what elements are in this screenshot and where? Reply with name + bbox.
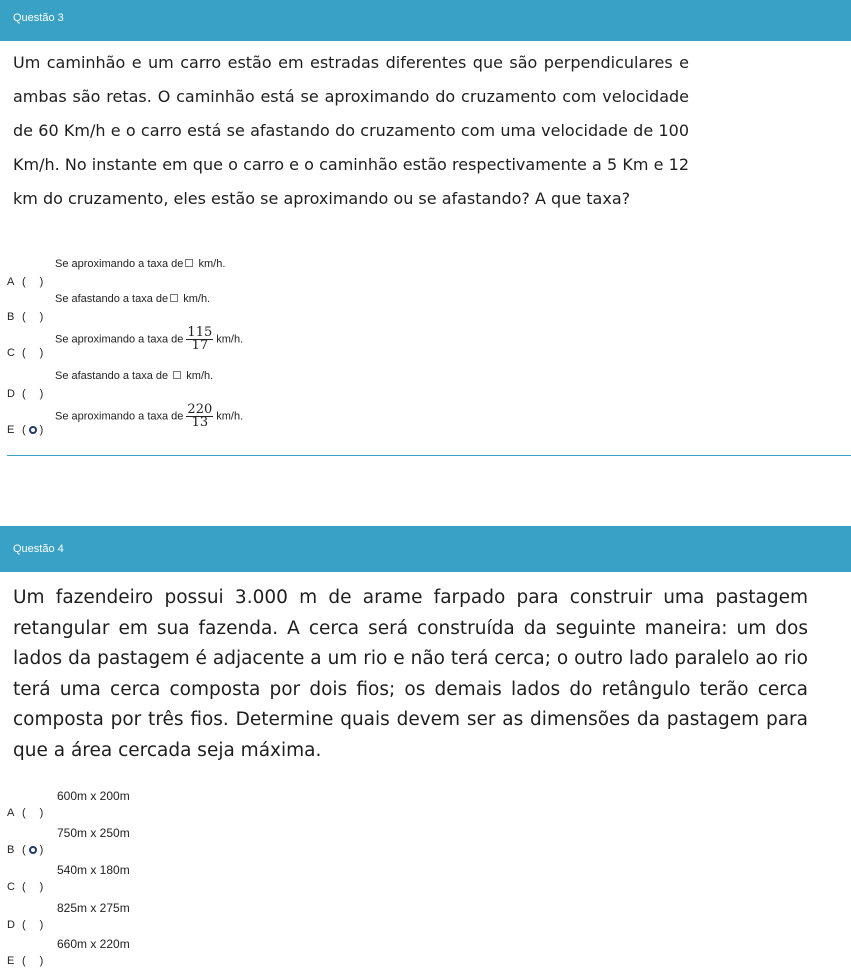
option-letter: C — [7, 881, 15, 893]
q3-option-a[interactable] — [7, 258, 607, 288]
option-label: Se aproximando a taxa de $\frac{115}{17}$ km/h. — [55, 325, 244, 353]
question-4-title: Questão 4 — [13, 543, 64, 555]
radio-button[interactable]: ( ) — [22, 311, 44, 323]
option-label: 825m x 275m — [57, 901, 130, 915]
option-letter: E — [7, 955, 15, 967]
q3-option-b[interactable] — [7, 293, 607, 323]
q4-option-c[interactable] — [7, 863, 607, 893]
radio-button[interactable]: ( ) — [22, 881, 44, 893]
radio-button[interactable]: ( ) — [22, 347, 44, 359]
q3-option-d[interactable] — [7, 370, 607, 400]
selected-radio-icon — [29, 846, 37, 854]
q4-option-d[interactable] — [7, 901, 607, 931]
option-letter: C — [7, 347, 15, 359]
q4-option-b[interactable] — [7, 826, 607, 856]
option-letter: D — [7, 919, 15, 931]
q3-option-c[interactable] — [7, 325, 607, 359]
option-label: Se aproximando a taxa de km/h. — [55, 258, 226, 270]
missing-image-icon — [170, 294, 178, 302]
option-letter: B — [7, 844, 15, 856]
radio-button-selected[interactable]: ( ) — [22, 844, 44, 856]
question-3-header — [0, 0, 851, 41]
selected-radio-icon — [29, 426, 37, 434]
fraction: $\frac{220}{13}$ — [187, 402, 213, 430]
option-label: 750m x 250m — [57, 826, 130, 840]
option-letter: A — [7, 807, 15, 819]
radio-button[interactable]: ( ) — [22, 955, 44, 967]
q4-option-e[interactable] — [7, 937, 607, 967]
question-3-title: Questão 3 — [13, 12, 64, 24]
radio-button-selected[interactable]: ( ) — [22, 424, 44, 436]
question-divider — [7, 455, 851, 456]
option-label: Se afastando a taxa de km/h. — [55, 370, 214, 382]
option-label: Se afastando a taxa de km/h. — [55, 293, 211, 305]
q3-option-e[interactable] — [7, 402, 607, 436]
question-4-header — [0, 526, 851, 572]
option-label: 540m x 180m — [57, 863, 130, 877]
radio-button[interactable]: ( ) — [22, 919, 44, 931]
option-letter: D — [7, 388, 15, 400]
missing-image-icon — [185, 259, 193, 267]
option-label: 660m x 220m — [57, 937, 130, 951]
q4-option-a[interactable] — [7, 789, 607, 819]
option-letter: A — [7, 276, 15, 288]
question-3-text: Um caminhão e um carro estão em estradas diferentes que são perpendiculares e ambas são retas. O caminhão está se aproximando do cruzamento com velocidade de 60 Km/h e o carro está se afastando do cruzamento com uma velocidade de 100 Km/h. No instante em que o carro e o caminhão estão respectivamente a 5 Km e 12 km do cruzamento, eles estão se aproximando ou se afastando? A que taxa? — [13, 53, 689, 208]
question-4-text: Um fazendeiro possui 3.000 m de arame farpado para construir uma pastagem retangular em sua fazenda. A cerca será construída da seguinte maneira: um dos lados da pastagem é adjacente a um rio e não terá cerca; o outro lado paralelo ao rio terá uma cerca composta por dois fios; os demais lados do retângulo terão cerca composta por três fios. Determine quais devem ser as dimensões da pastagem para que a área cercada seja máxima. — [13, 587, 808, 761]
option-label: 600m x 200m — [57, 789, 130, 803]
missing-image-icon — [173, 371, 181, 379]
option-letter: B — [7, 311, 15, 323]
radio-button[interactable]: ( ) — [22, 276, 44, 288]
radio-button[interactable]: ( ) — [22, 807, 44, 819]
option-letter: E — [7, 424, 15, 436]
option-label: Se aproximando a taxa de $\frac{220}{13}$ km/h. — [55, 402, 244, 430]
fraction: $\frac{115}{17}$ — [187, 325, 213, 353]
radio-button[interactable]: ( ) — [22, 388, 44, 400]
